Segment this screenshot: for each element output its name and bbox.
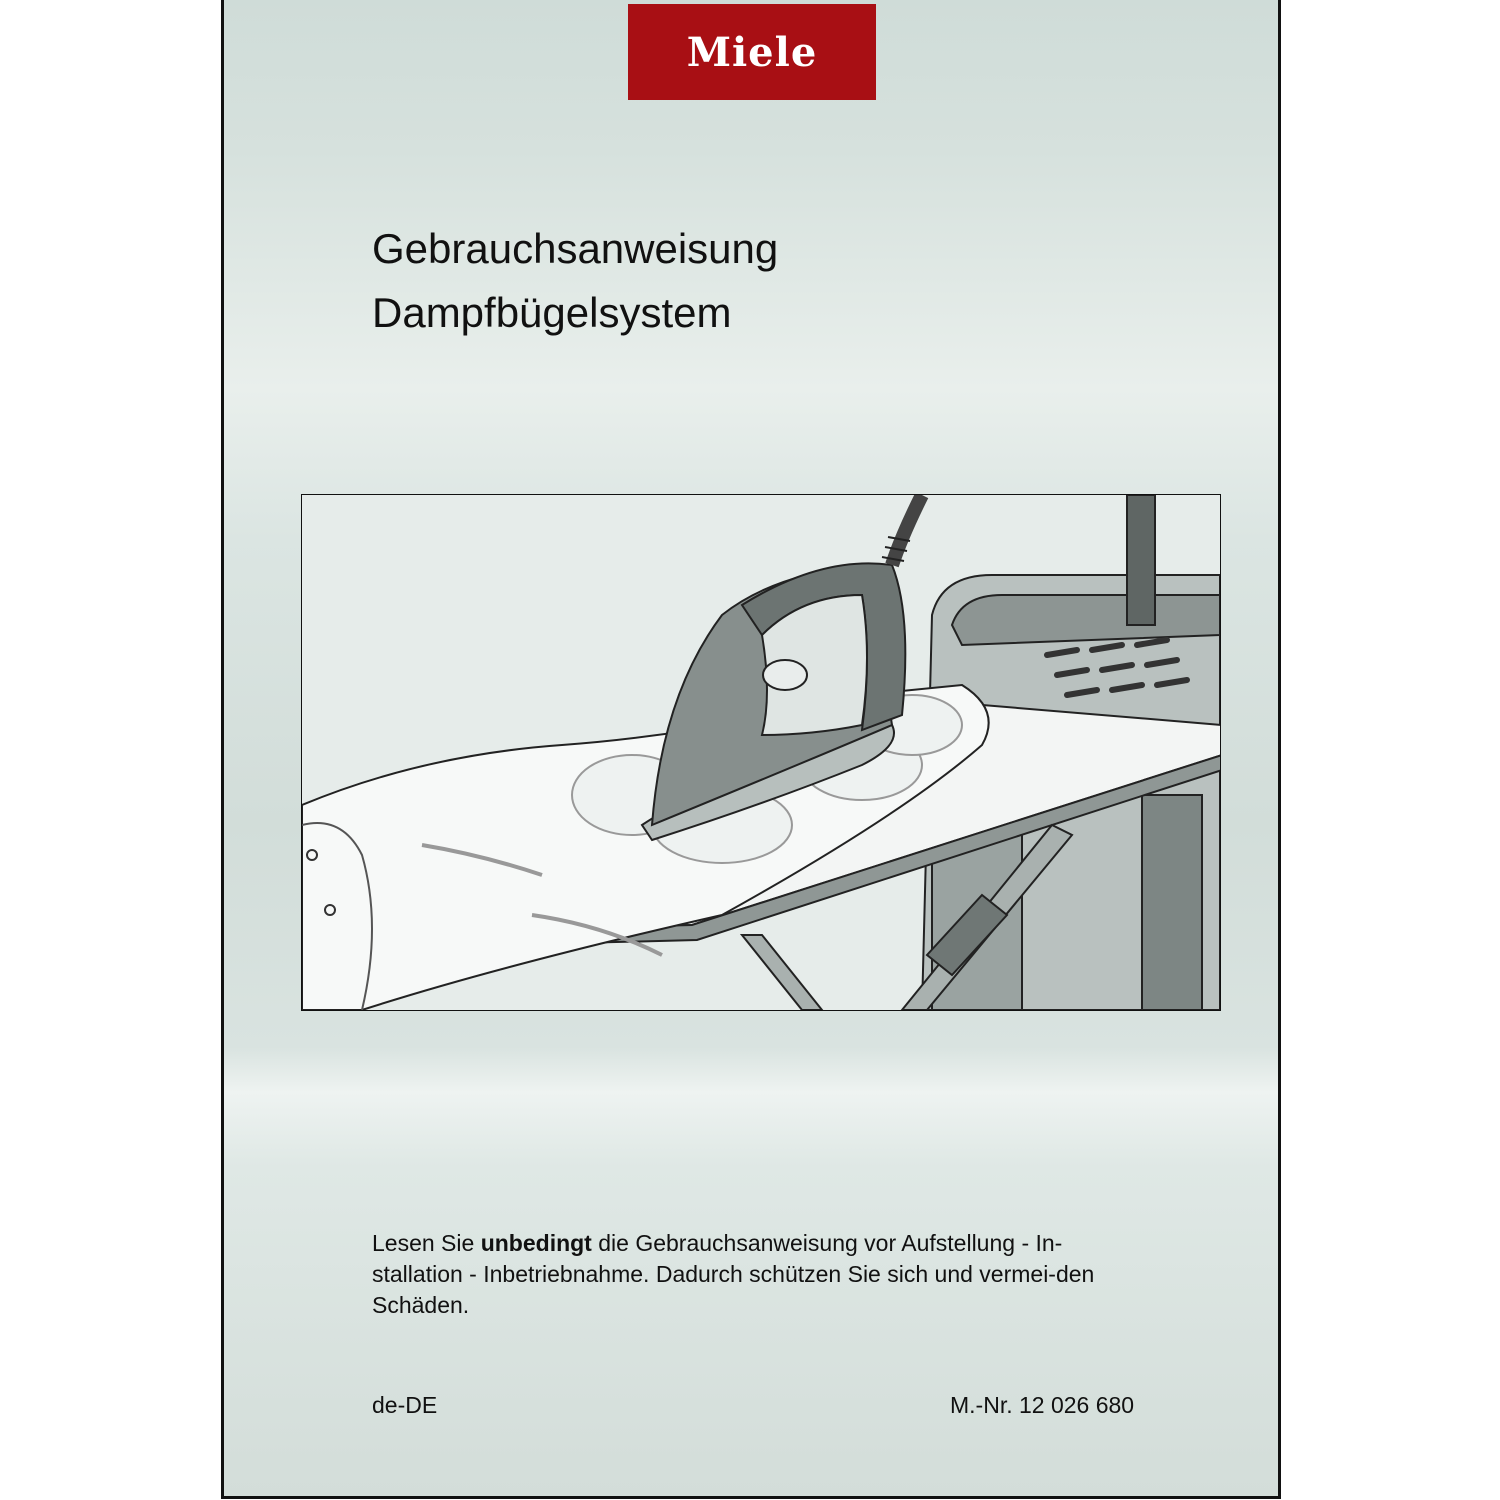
manual-cover [221, 0, 1281, 1499]
product-name: Dampfbügelsystem [372, 289, 732, 336]
notice-emphasis: unbedingt [480, 1230, 592, 1256]
language-code: de-DE [372, 1392, 438, 1418]
steam-iron-icon [302, 495, 1220, 1010]
notice-text-after: die Gebrauchsanweisung vor Aufstellung - In-stallation - Inbetriebnahme. Dadurch schützen Sie sich und vermei-den Schäden. [372, 1230, 1095, 1318]
material-number: M.-Nr. 12 026 680 [950, 1392, 1135, 1418]
notice-text-before: Lesen Sie [372, 1230, 481, 1256]
steam-iron-illustration [301, 494, 1221, 1011]
miele-logo [628, 4, 876, 100]
safety-notice [372, 1228, 1152, 1321]
document-title: Gebrauchsanweisung [372, 225, 779, 272]
logo-text: Miele [686, 28, 818, 76]
